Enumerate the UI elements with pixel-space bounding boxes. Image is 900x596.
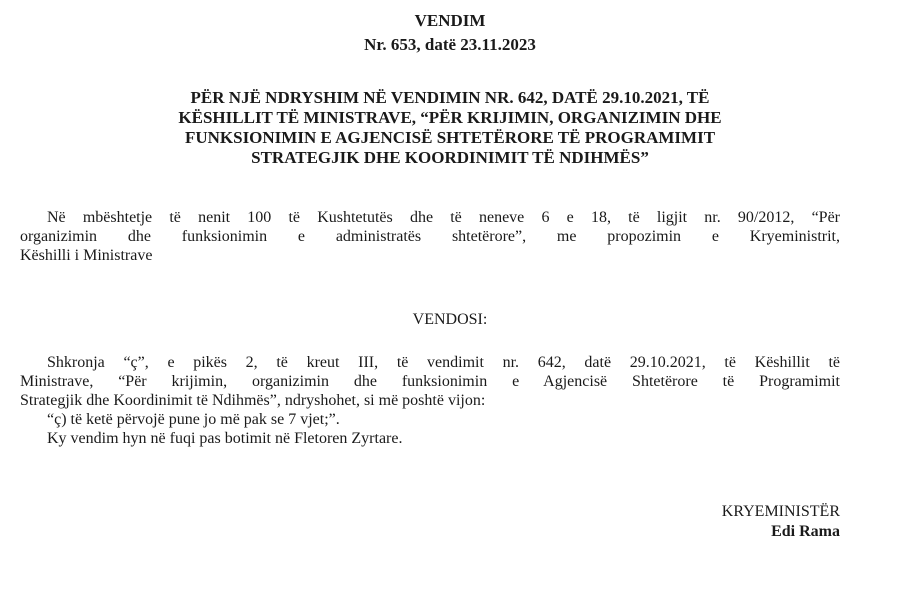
title-line: KËSHILLIT TË MINISTRAVE, “PËR KRIJIMIN, ORGANIZIMIN DHE [178, 108, 722, 127]
body-line: Shkronja “ç”, e pikës 2, të kreut III, të vendimit nr. 642, datë 29.10.2021, të Këshillit të [47, 354, 840, 371]
decision-label: VENDOSI: [412, 311, 488, 328]
entry-into-force: Ky vendim hyn në fuqi pas botimit në Fletoren Zyrtare. [47, 430, 403, 447]
title-line: PËR NJË NDRYSHIM NË VENDIMIN NR. 642, DATË 29.10.2021, TË [190, 88, 710, 107]
document-number: Nr. 653, datë 23.11.2023 [364, 35, 536, 54]
body-line: Ministrave, “Për krijimin, organizimin dhe funksionimin e Agjencisë Shtetërore të Programimit [20, 373, 840, 390]
signature-name: Edi Rama [771, 523, 840, 540]
preamble-line: organizimin dhe funksionimin e administratës shtetërore”, me propozimin e Kryeministrit, [20, 228, 840, 245]
body-line: Strategjik dhe Koordinimit të Ndihmës”, ndryshohet, si më poshtë vijon: [20, 392, 486, 409]
decision-body [20, 353, 840, 448]
preamble-line: Në mbështetje të nenit 100 të Kushtetutës dhe të neneve 6 e 18, të ligjit nr. 90/2012, “Për [47, 209, 840, 226]
title-line: FUNKSIONIMIN E AGJENCISË SHTETËRORE TË PROGRAMIMIT [184, 128, 716, 147]
title-line: STRATEGJIK DHE KOORDINIMIT TË NDIHMËS” [251, 148, 649, 167]
document-type: VENDIM [414, 11, 486, 30]
preamble-line: Këshilli i Ministrave [20, 247, 153, 264]
decision-title [60, 88, 840, 168]
amendment-quote: “ç) të ketë përvojë pune jo më pak se 7 vjet;”. [47, 411, 340, 428]
signature-role: KRYEMINISTËR [721, 503, 840, 520]
signature-block [722, 502, 840, 542]
preamble [20, 208, 840, 265]
